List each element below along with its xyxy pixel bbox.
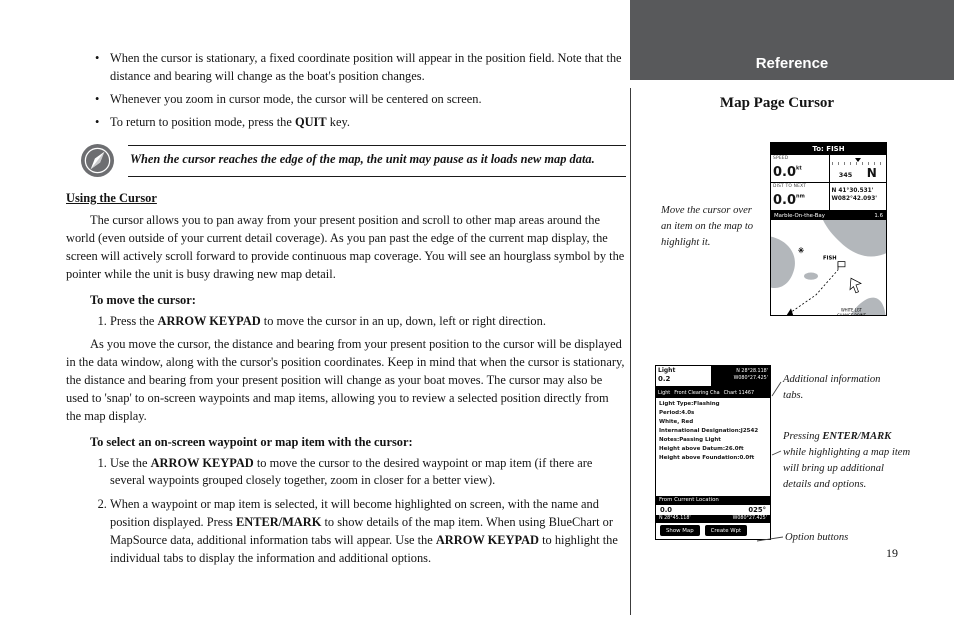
step-item: 2. When a waypoint or map item is selected, it will become highlighted on screen, with the name and position displayed. Press ENTER/MARK to show details of the map item. When using BlueChart or MapSource data, additional information tabs will appear. Use the ARROW KEYPAD to highlight the individual tabs to display the information and additional options. xyxy=(110,496,626,567)
land-shape xyxy=(823,220,886,257)
bottom-position-bar xyxy=(656,515,770,523)
compass-number: 345 xyxy=(838,171,853,179)
speed-value: 0.0 xyxy=(773,165,797,180)
callout-line-enter xyxy=(772,451,781,455)
section-title: Reference xyxy=(755,55,829,72)
gps-map-screenshot xyxy=(770,142,887,316)
create-wpt-button: Create Wpt xyxy=(705,525,748,536)
from-location-bar: From Current Location xyxy=(656,496,770,505)
step-item: 1. Use the ARROW KEYPAD to move the cursor to the desired waypoint or map item (if there are several waypoints grouped closely together, zoom in closer for a better view). xyxy=(110,455,626,491)
waypoint-flag-icon xyxy=(838,262,845,270)
latitude-value: N 41°30.531' xyxy=(831,188,874,194)
note-block xyxy=(80,143,626,178)
speed-field xyxy=(771,155,829,182)
compass-field xyxy=(829,155,887,182)
step-list xyxy=(66,455,626,568)
note-icon xyxy=(80,143,115,178)
bullet-item: • To return to position mode, press the QUIT key. xyxy=(110,114,626,132)
sidebar-divider xyxy=(630,88,631,615)
gps-detail-screenshot xyxy=(655,365,771,540)
map-scale-value: 1.6 xyxy=(874,212,883,219)
from-bearing: 025° xyxy=(748,505,766,514)
bullet-item: • Whenever you zoom in cursor mode, the cursor will be centered on screen. xyxy=(110,91,626,109)
map-note-line2: CHANGE POINT xyxy=(837,313,866,316)
compass-ticks xyxy=(832,162,885,165)
boat-icon xyxy=(785,308,794,316)
speed-label: SPEED xyxy=(773,156,789,161)
paragraph: The cursor allows you to pan away from your present position and scroll to other map areas around the world (even outside of your current detail coverage). As you pan past the edge of the current map display, the screen will actively scroll forward to provide continuous map coverage. You will see an hourglass symbol by the pointer while the unit is busy drawing new map detail. xyxy=(66,213,625,281)
callout-tabs: Additional information tabs. xyxy=(783,374,881,401)
screen1-data-row-1 xyxy=(771,155,886,183)
screen1-title-bar: To: FISH xyxy=(771,143,886,155)
item-distance: 0.2 xyxy=(658,375,671,384)
map-waypoint-label: FISH xyxy=(823,255,837,262)
callout-enter-mark: Pressing ENTER/MARK while highlighting a map item will bring up additional details and options. xyxy=(783,431,911,490)
note-text: When the cursor reaches the edge of the map, the unit may pause as it loads new map data. xyxy=(128,145,626,177)
item-position-field xyxy=(711,366,770,386)
light-symbol-icon xyxy=(798,247,804,253)
bottom-latitude: N 28°45.118' xyxy=(659,516,691,521)
speed-unit: kt xyxy=(796,165,802,172)
from-distance: 0.0 xyxy=(660,505,673,514)
longitude-value: W082°42.093' xyxy=(831,196,878,203)
screen2-header xyxy=(656,366,770,387)
map-banner xyxy=(771,211,886,220)
from-location-values xyxy=(656,505,770,515)
page-number: 19 xyxy=(886,546,898,560)
compass-heading: N xyxy=(866,166,877,180)
callout-line-tabs xyxy=(772,382,781,396)
item-name-field xyxy=(656,366,711,386)
land-shape xyxy=(771,237,795,288)
cursor-arrow-icon xyxy=(850,278,861,293)
screen1-caption: Move the cursor over an item on the map to highlight it. xyxy=(661,205,754,248)
item-latitude: N 28°28.118' xyxy=(736,368,768,374)
bullet-item: • When the cursor is stationary, a fixed coordinate position will appear in the position field. Note that the distance and bearing will change as the boat's position changes. xyxy=(110,50,626,86)
step-item: 1. Press the ARROW KEYPAD to move the cursor in an up, down, left or right direction. xyxy=(110,313,626,331)
procedure-heading: To move the cursor: xyxy=(90,292,196,307)
bottom-longitude: W080°27.425' xyxy=(732,516,767,521)
paragraph: As you move the cursor, the distance and bearing from your present position to the cursor will be displayed in the data window, along with the cursor's position coordinates. Keep in mind that when the cursor is stationary, the distance and bearing from your present position will change as your boat moves. The cursor may also be used to 'snap' to on-screen waypoints and map items, allowing you to review a selected position directly from the map display. xyxy=(66,337,625,423)
map-banner-text: Marble-On-the-Bay xyxy=(774,212,825,219)
distance-label: DIST TO NEXT xyxy=(773,184,807,189)
position-field xyxy=(829,183,887,210)
tab-chart: Chart 11467 xyxy=(723,389,755,396)
callout-option-buttons: Option buttons xyxy=(785,532,849,543)
sidebar-section-header xyxy=(630,0,954,80)
item-detail-lines: Light Type:Flashing Period:4.0s White, Red International Designation:J2542 Notes:Passing Light Height above Datum:26.0ft Height above Foundation:0.0ft xyxy=(659,401,759,461)
distance-value: 0.0 xyxy=(773,193,797,208)
distance-unit: nm xyxy=(796,193,805,200)
tab-front-clearing: Front Clearing Cha xyxy=(674,389,720,396)
screen1-data-row-2 xyxy=(771,183,886,211)
show-map-button: Show Map xyxy=(660,525,700,536)
map-note-line1: WHITE LGT xyxy=(841,307,862,313)
distance-field xyxy=(771,183,829,210)
option-button-row xyxy=(656,523,770,540)
procedure-heading: To select an on-screen waypoint or map item with the cursor: xyxy=(90,434,413,449)
section-heading: Using the Cursor xyxy=(66,191,157,206)
information-tab-bar xyxy=(656,387,770,398)
item-name: Light xyxy=(658,367,676,374)
sidebar-title: Map Page Cursor xyxy=(719,95,835,111)
map-area xyxy=(771,220,886,316)
tab-light: Light xyxy=(658,389,671,396)
island-shape xyxy=(804,273,818,280)
bullet-list xyxy=(66,50,626,131)
item-longitude: W080°27.425' xyxy=(733,376,768,382)
step-list xyxy=(66,313,626,331)
main-content xyxy=(66,42,626,574)
